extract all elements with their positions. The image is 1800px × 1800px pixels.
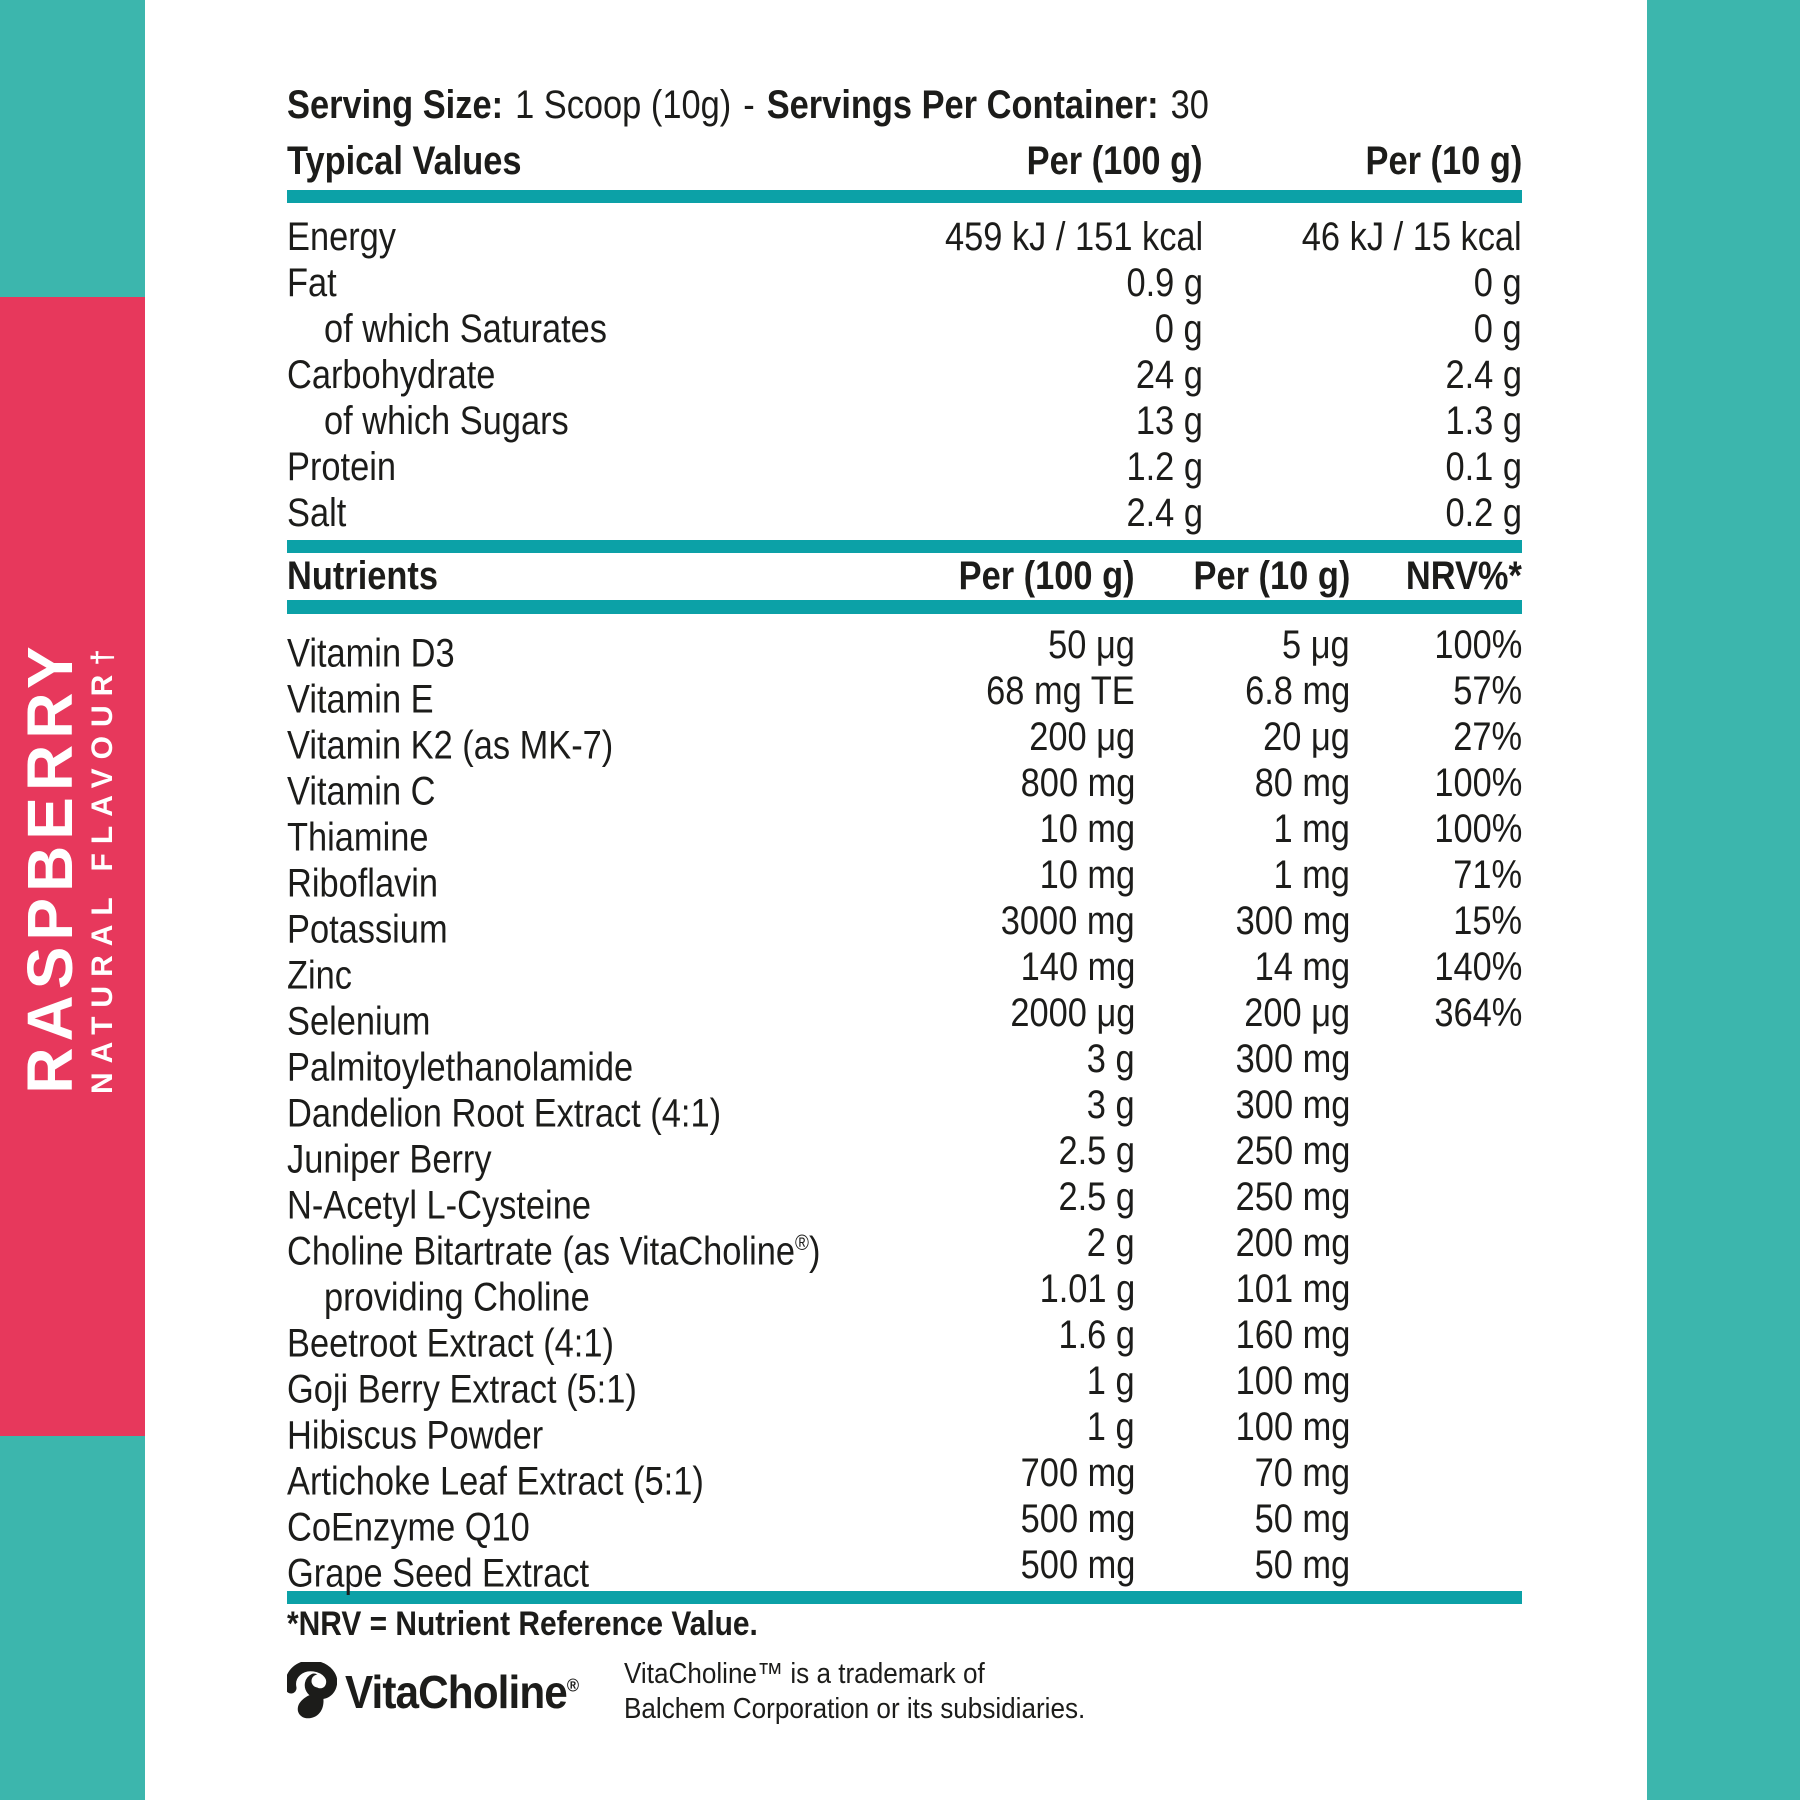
table-row — [287, 852, 1522, 906]
table-row — [287, 1404, 1522, 1458]
nutrient-name: Riboflavin — [287, 861, 439, 906]
serving-line — [287, 82, 1522, 128]
value-per-10g: 14 mg — [1254, 945, 1350, 989]
value-per-10g: 300 mg — [1235, 1083, 1350, 1127]
servings-per-container-value: 30 — [1170, 83, 1209, 127]
value-per-10g: 6.8 mg — [1244, 669, 1350, 713]
nutrient-name: Juniper Berry — [287, 1137, 492, 1182]
value-per-10g: 70 mg — [1254, 1451, 1350, 1495]
value-per-10g: 46 kJ / 15 kcal — [1302, 215, 1522, 259]
nrv-value — [1350, 1450, 1522, 1496]
value-per-100g: 13 g — [1136, 399, 1203, 443]
nrv-value — [1350, 1542, 1522, 1588]
table-row — [287, 1128, 1522, 1182]
table-row — [287, 1036, 1522, 1090]
value-per-10g: 0 g — [1474, 307, 1522, 351]
typical-row-name: Carbohydrate — [287, 353, 496, 397]
nutrient-name: N-Acetyl L-Cysteine — [287, 1183, 591, 1228]
table-row — [287, 1266, 1522, 1320]
value-per-100g: 1.2 g — [1126, 445, 1203, 489]
nutrient-name: providing Choline — [323, 1275, 590, 1320]
table-row — [287, 1542, 1522, 1596]
nrv-value — [1350, 1082, 1522, 1128]
nrv-value — [1350, 1496, 1522, 1542]
nutrient-name: Grape Seed Extract — [287, 1551, 590, 1596]
value-per-100g: 1 g — [1087, 1405, 1135, 1449]
registered-mark: ® — [566, 1675, 579, 1696]
nutrient-name: Palmitoylethanolamide — [287, 1045, 634, 1090]
value-per-100g: 500 mg — [1020, 1497, 1135, 1541]
table-row — [287, 898, 1522, 952]
table-row — [287, 944, 1522, 998]
nrv-value: 71% — [1453, 853, 1522, 897]
value-per-10g: 1.3 g — [1445, 399, 1522, 443]
divider-rule — [287, 600, 1522, 614]
right-teal-bar — [1647, 0, 1800, 1800]
typical-row-name: of which Saturates — [323, 307, 607, 351]
nutrient-name: CoEnzyme Q10 — [287, 1505, 530, 1550]
table-row — [287, 1358, 1522, 1412]
table-row — [287, 1496, 1522, 1550]
value-per-10g: 101 mg — [1235, 1267, 1350, 1311]
nrv-value: 27% — [1453, 715, 1522, 759]
typical-row-name: Salt — [287, 491, 347, 535]
nrv-value: 364% — [1434, 991, 1522, 1035]
table-row — [287, 1174, 1522, 1228]
nutrient-name: Potassium — [287, 907, 448, 952]
table-row — [287, 444, 1522, 490]
value-per-100g: 3 g — [1087, 1037, 1135, 1081]
value-per-100g: 24 g — [1136, 353, 1203, 397]
nutrient-name: Vitamin K2 (as MK-7) — [287, 723, 614, 768]
value-per-100g: 1 g — [1087, 1359, 1135, 1403]
value-per-100g: 700 mg — [1020, 1451, 1135, 1495]
vitacholine-brand-block — [287, 1660, 1522, 1724]
nrv-value: 15% — [1453, 899, 1522, 943]
nutrient-name: Choline Bitartrate (as VitaCholine®) — [287, 1229, 821, 1274]
table-row — [287, 622, 1522, 676]
table-row — [287, 1450, 1522, 1504]
table-row — [287, 1220, 1522, 1274]
nutrients-col-per-100g: Per (100 g) — [959, 554, 1135, 598]
table-row — [287, 260, 1522, 306]
value-per-100g: 140 mg — [1020, 945, 1135, 989]
value-per-100g: 3000 mg — [1001, 899, 1135, 943]
nutrient-name: Artichoke Leaf Extract (5:1) — [287, 1459, 704, 1504]
nutrients-title: Nutrients — [287, 554, 438, 598]
table-row — [287, 490, 1522, 536]
typical-col-per-10g: Per (10 g) — [1365, 139, 1522, 183]
typical-values-table — [287, 214, 1522, 536]
nrv-value: 57% — [1453, 669, 1522, 713]
nutrients-col-per-10g: Per (10 g) — [1193, 554, 1350, 598]
vitacholine-logo-icon — [287, 1662, 337, 1722]
value-per-100g: 2 g — [1087, 1221, 1135, 1265]
value-per-10g: 250 mg — [1235, 1175, 1350, 1219]
nutrient-name: Zinc — [287, 953, 352, 998]
nrv-value: 100% — [1434, 761, 1522, 805]
typical-row-name: Energy — [287, 215, 397, 259]
value-per-10g: 200 mg — [1235, 1221, 1350, 1265]
typical-row-name: Fat — [287, 261, 337, 305]
value-per-10g: 50 mg — [1254, 1543, 1350, 1587]
value-per-100g: 200 μg — [1029, 715, 1135, 759]
value-per-10g: 160 mg — [1235, 1313, 1350, 1357]
typical-row-name: Protein — [287, 445, 397, 489]
nrv-value — [1350, 1266, 1522, 1312]
vitacholine-wordmark: VitaCholine® — [345, 1666, 579, 1718]
flavour-subtitle: NATURAL FLAVOUR† — [86, 640, 119, 1094]
nutrients-col-nrv: NRV%* — [1406, 554, 1522, 598]
nutrients-header — [287, 553, 1522, 599]
servings-per-container-label: Servings Per Container: — [766, 83, 1159, 127]
value-per-10g: 250 mg — [1235, 1129, 1350, 1173]
nutrient-name: Goji Berry Extract (5:1) — [287, 1367, 637, 1412]
value-per-100g: 800 mg — [1020, 761, 1135, 805]
value-per-10g: 200 μg — [1244, 991, 1350, 1035]
nrv-footnote: *NRV = Nutrient Reference Value. — [287, 1605, 758, 1643]
table-row — [287, 352, 1522, 398]
trademark-line-1: VitaCholine™ is a trademark of — [624, 1658, 986, 1690]
typical-values-header — [287, 138, 1522, 184]
nutrient-name: Thiamine — [287, 815, 429, 860]
nrv-value: 100% — [1434, 807, 1522, 851]
value-per-10g: 5 μg — [1282, 623, 1350, 667]
table-row — [287, 714, 1522, 768]
value-per-10g: 1 mg — [1273, 807, 1350, 851]
table-row — [287, 1082, 1522, 1136]
nrv-value: 100% — [1434, 623, 1522, 667]
value-per-10g: 80 mg — [1254, 761, 1350, 805]
table-row — [287, 214, 1522, 260]
flavour-name: RASPBERRY — [14, 640, 86, 1094]
value-per-100g: 2000 μg — [1009, 991, 1135, 1035]
value-per-10g: 0.1 g — [1445, 445, 1522, 489]
nrv-value — [1350, 1220, 1522, 1266]
value-per-100g: 10 mg — [1039, 807, 1135, 851]
trademark-line-2: Balchem Corporation or its subsidiaries. — [624, 1693, 1086, 1725]
nutrient-name: Vitamin D3 — [287, 631, 455, 676]
nrv-value — [1350, 1312, 1522, 1358]
typical-values-title: Typical Values — [287, 139, 522, 183]
nrv-value: 140% — [1434, 945, 1522, 989]
typical-row-name: of which Sugars — [323, 399, 569, 443]
value-per-100g: 2.5 g — [1058, 1129, 1135, 1173]
nrv-value — [1350, 1358, 1522, 1404]
nrv-value — [1350, 1036, 1522, 1082]
nrv-value — [1350, 1404, 1522, 1450]
nutrient-name: Beetroot Extract (4:1) — [287, 1321, 614, 1366]
value-per-10g: 20 μg — [1263, 715, 1350, 759]
flavour-band — [0, 297, 145, 1436]
value-per-100g: 0 g — [1155, 307, 1203, 351]
value-per-10g: 100 mg — [1235, 1359, 1350, 1403]
serving-size-label: Serving Size: — [287, 83, 504, 127]
value-per-100g: 10 mg — [1039, 853, 1135, 897]
value-per-10g: 300 mg — [1235, 1037, 1350, 1081]
divider-rule — [287, 540, 1522, 553]
divider-rule — [287, 190, 1522, 203]
value-per-100g: 68 mg TE — [986, 669, 1135, 713]
table-row — [287, 306, 1522, 352]
value-per-10g: 2.4 g — [1445, 353, 1522, 397]
value-per-10g: 50 mg — [1254, 1497, 1350, 1541]
table-row — [287, 668, 1522, 722]
table-row — [287, 398, 1522, 444]
nrv-value — [1350, 1128, 1522, 1174]
value-per-100g: 1.01 g — [1039, 1267, 1135, 1311]
value-per-100g: 2.5 g — [1058, 1175, 1135, 1219]
typical-col-per-100g: Per (100 g) — [1027, 139, 1203, 183]
value-per-10g: 0 g — [1474, 261, 1522, 305]
value-per-10g: 100 mg — [1235, 1405, 1350, 1449]
trademark-note — [624, 1657, 1137, 1727]
nutrient-name: Vitamin E — [287, 677, 434, 722]
table-row — [287, 1312, 1522, 1366]
value-per-10g: 1 mg — [1273, 853, 1350, 897]
value-per-100g: 50 μg — [1048, 623, 1135, 667]
nrv-value — [1350, 1174, 1522, 1220]
nutrients-table — [287, 622, 1522, 1596]
value-per-100g: 2.4 g — [1126, 491, 1203, 535]
value-per-100g: 459 kJ / 151 kcal — [944, 215, 1203, 259]
value-per-100g: 3 g — [1087, 1083, 1135, 1127]
nutrient-name: Vitamin C — [287, 769, 436, 814]
label-content — [287, 0, 1522, 1724]
table-row — [287, 806, 1522, 860]
value-per-100g: 500 mg — [1020, 1543, 1135, 1587]
value-per-10g: 300 mg — [1235, 899, 1350, 943]
serving-size-value: 1 Scoop (10g) — [515, 83, 732, 127]
value-per-100g: 1.6 g — [1058, 1313, 1135, 1357]
nutrient-name: Selenium — [287, 999, 431, 1044]
nutrient-name: Dandelion Root Extract (4:1) — [287, 1091, 722, 1136]
table-row — [287, 990, 1522, 1044]
nutrient-name: Hibiscus Powder — [287, 1413, 544, 1458]
serving-separator: - — [743, 83, 755, 127]
value-per-10g: 0.2 g — [1445, 491, 1522, 535]
value-per-100g: 0.9 g — [1126, 261, 1203, 305]
